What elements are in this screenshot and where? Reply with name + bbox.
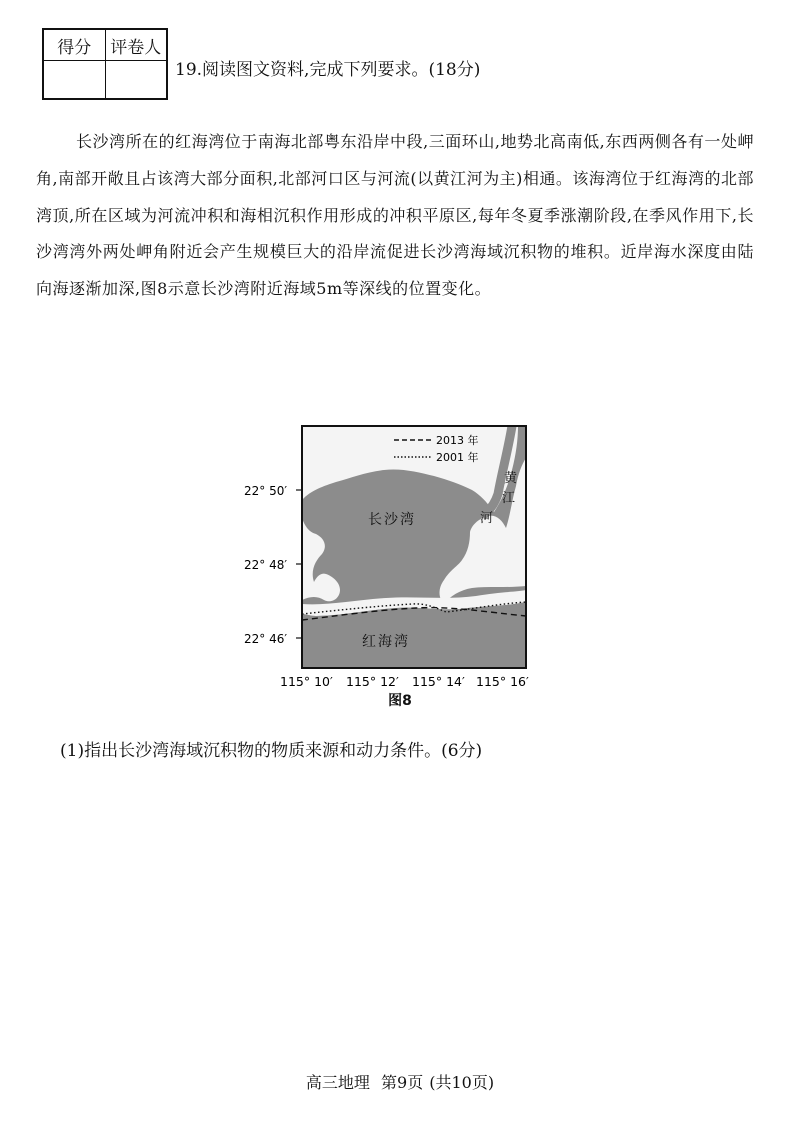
river-label-3: 河 — [480, 511, 494, 526]
river-label-1: 黄 — [504, 471, 518, 486]
sea-label: 红海湾 — [362, 634, 410, 650]
figure-8-map — [236, 420, 566, 710]
lat-tick-label: 22° 48′ — [244, 558, 288, 572]
legend-2013-label: 2013 年 — [436, 434, 479, 447]
footer-page: 第9页 — [381, 1073, 424, 1092]
map-svg — [236, 420, 566, 710]
legend-2001-label: 2001 年 — [436, 451, 479, 464]
lon-tick-label: 115° 10′ — [280, 674, 333, 689]
sub-question-1: (1)指出长沙湾海域沉积物的物质来源和动力条件。(6分) — [60, 741, 483, 761]
page-footer — [0, 1070, 800, 1093]
bay-label: 长沙湾 — [368, 512, 416, 528]
grader-label: 评卷人 — [105, 29, 167, 61]
lon-tick-label: 115° 14′ — [412, 674, 465, 689]
footer-subject: 高三地理 — [305, 1073, 370, 1092]
figure-caption: 图8 — [388, 693, 412, 709]
score-label: 得分 — [43, 29, 105, 61]
passage-text: 长沙湾所在的红海湾位于南海北部粤东沿岸中段,三面环山,地势北高南低,东西两侧各有一处岬角,南部开敞且占该湾大部分面积,北部河口区与河流(以黄江河为主)相通。该海湾位于红海湾的北部湾顶,所在区域为河流冲积和海相沉积作用形成的冲积平原区,每年冬夏季涨潮阶段,在季风作用下,长沙湾湾外两处岬角附近会产生规模巨大的沿岸流促进长沙湾海域沉积物的堆积。近岸海水深度由陆向海逐渐加深,图8示意长沙湾附近海域5m等深线的位置变化。 — [36, 132, 754, 299]
score-cell — [43, 61, 105, 100]
lat-tick-label: 22° 50′ — [244, 484, 288, 498]
question-title: 19.阅读图文资料,完成下列要求。(18分) — [175, 60, 481, 80]
passage — [36, 124, 754, 308]
footer-total: (共10页) — [429, 1073, 495, 1092]
lat-tick-label: 22° 46′ — [244, 632, 288, 646]
lon-tick-label: 115° 12′ — [346, 674, 399, 689]
lon-tick-label: 115° 16′ — [476, 674, 529, 689]
grader-cell — [105, 61, 167, 100]
river-label-2: 江 — [502, 491, 516, 506]
score-box — [42, 28, 168, 100]
